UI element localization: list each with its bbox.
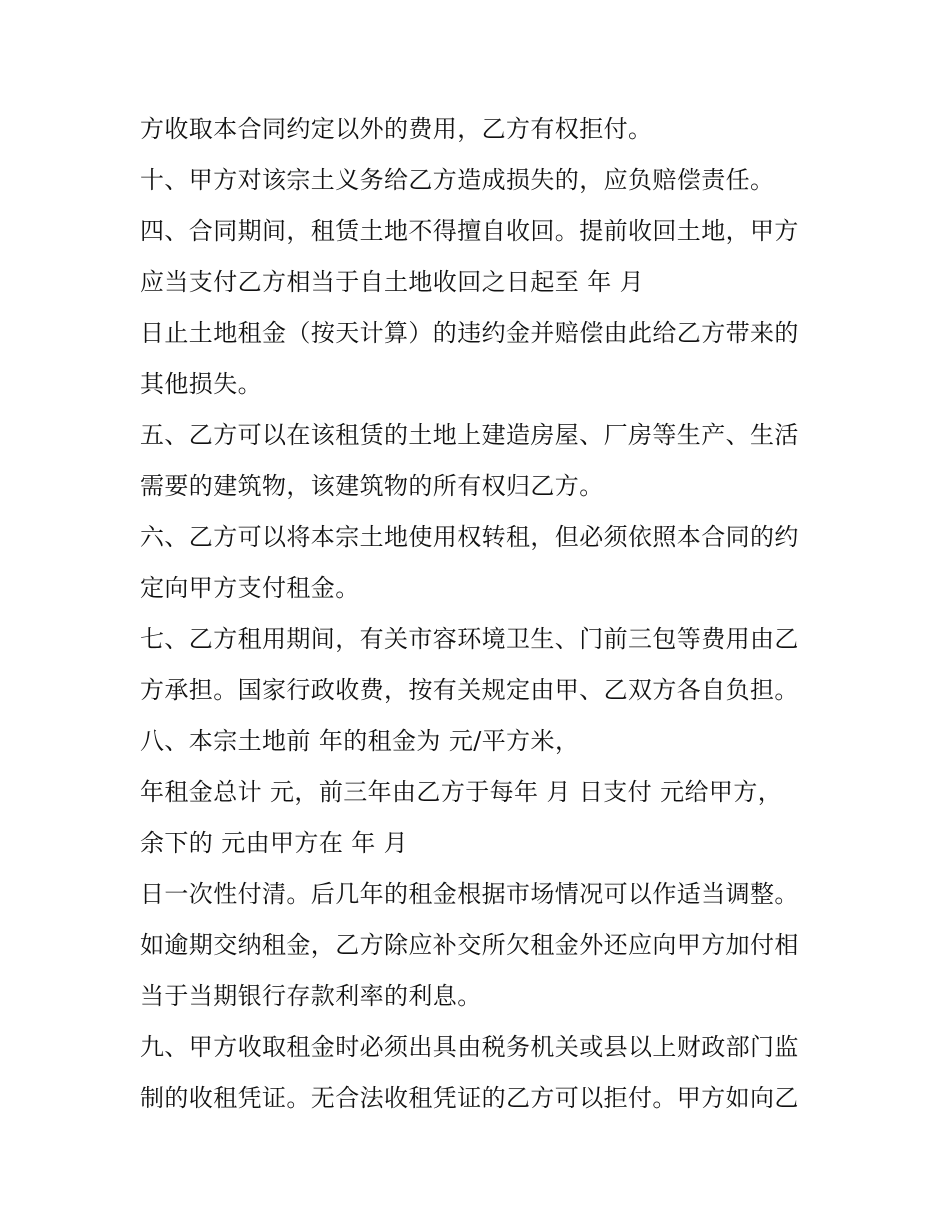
text-line: 方承担。国家行政收费，按有关规定由甲、乙双方各自负担。 [140,676,799,704]
text-line: 九、甲方收取租金时必须出具由税务机关或县以上财政部门监 [140,1033,799,1061]
text-line: 如逾期交纳租金，乙方除应补交所欠租金外还应向甲方加付相 [140,931,799,959]
text-line: 其他损失。 [140,370,262,398]
text-line: 余下的 元由甲方在 年 月 [140,829,409,857]
text-line: 六、乙方可以将本宗土地使用权转租，但必须依照本合同的约 [140,523,799,551]
text-line: 需要的建筑物，该建筑物的所有权归乙方。 [140,472,604,500]
text-line: 制的收租凭证。无合法收租凭证的乙方可以拒付。甲方如向乙 [140,1084,799,1112]
text-line: 方收取本合同约定以外的费用，乙方有权拒付。 [140,115,653,143]
text-line: 四、合同期间，租赁土地不得擅自收回。提前收回土地，甲方 [140,217,799,245]
text-line: 应当支付乙方相当于自土地收回之日起至 年 月 [140,268,645,296]
text-line: 定向甲方支付租金。 [140,574,360,602]
text-line: 年租金总计 元，前三年由乙方于每年 月 日支付 元给甲方， [140,778,783,806]
text-line: 当于当期银行存款利率的利息。 [140,982,482,1010]
text-line: 五、乙方可以在该租赁的土地上建造房屋、厂房等生产、生活 [140,421,799,449]
text-line: 八、本宗土地前 年的租金为 元/平方米， [140,727,580,755]
text-line: 七、乙方租用期间，有关市容环境卫生、门前三包等费用由乙 [140,625,799,653]
document-body [140,104,820,1124]
text-line: 日一次性付清。后几年的租金根据市场情况可以作适当调整。 [140,880,799,908]
text-line: 日止土地租金（按天计算）的违约金并赔偿由此给乙方带来的 [140,319,799,347]
text-line: 十、甲方对该宗土义务给乙方造成损失的，应负赔偿责任。 [140,166,775,194]
